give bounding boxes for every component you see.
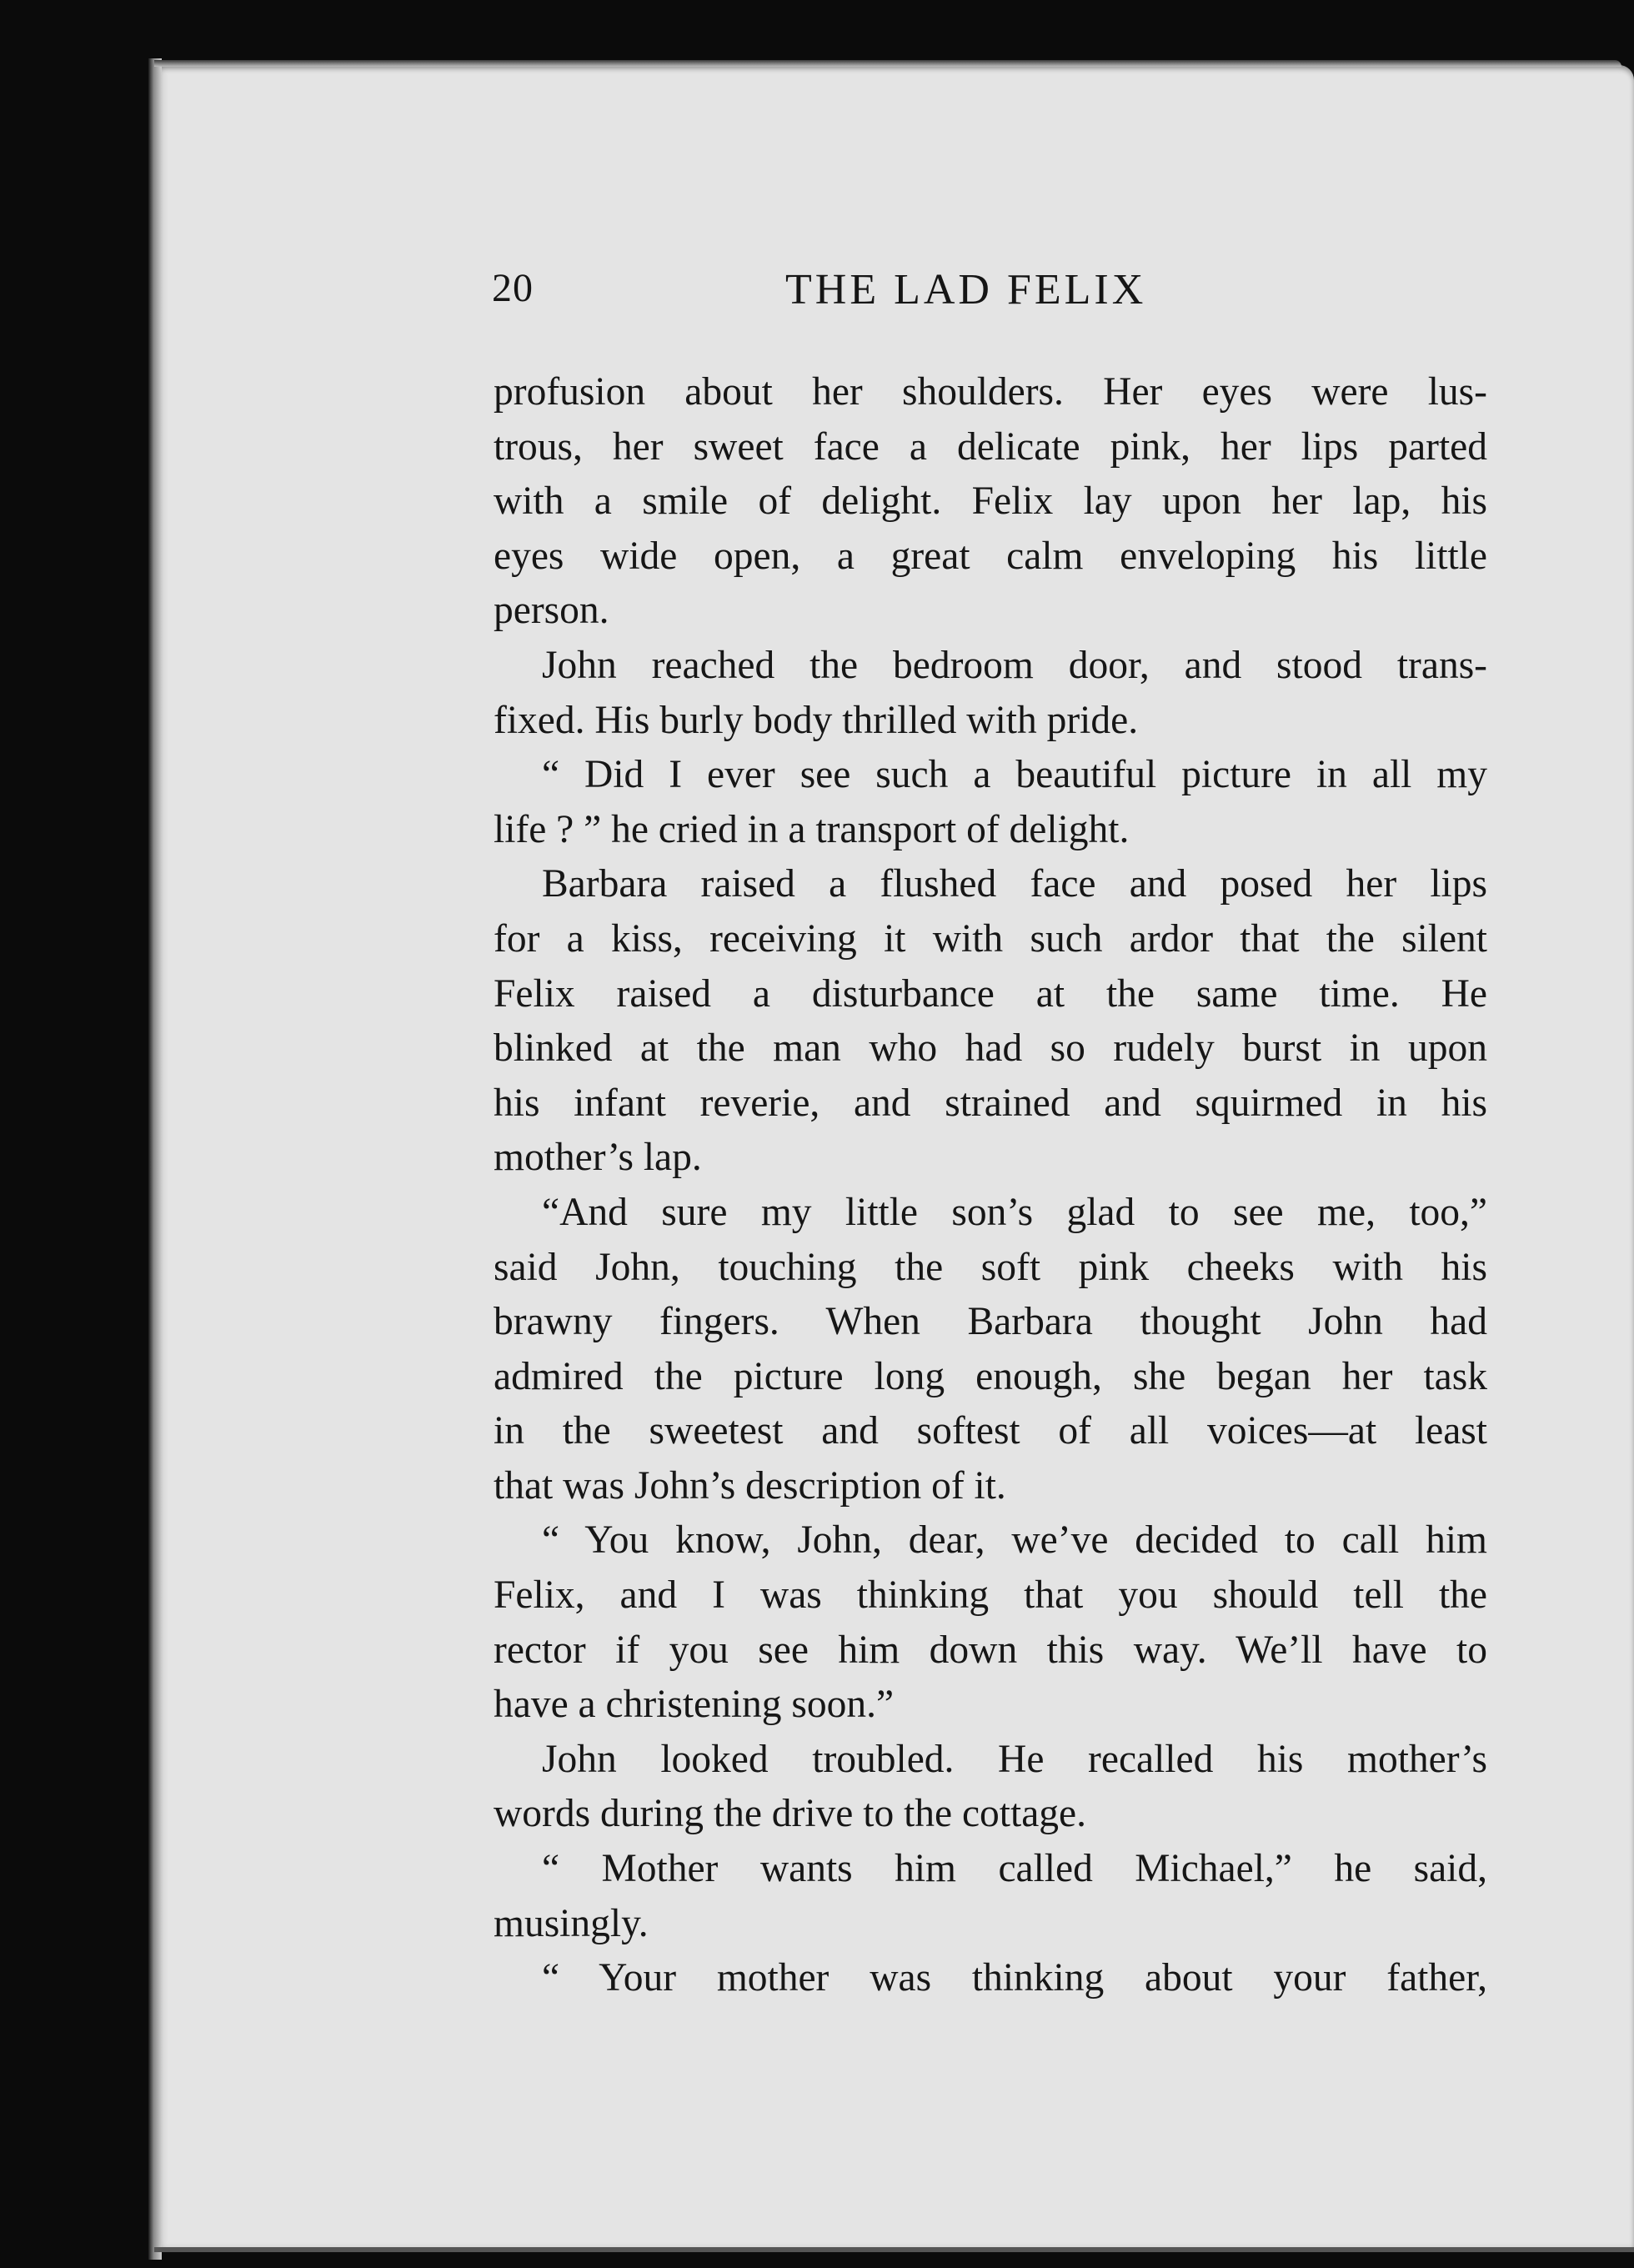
text-line: Felix, and I was thinking that you should tell the — [494, 1573, 1487, 1618]
page-top-edge — [154, 60, 1621, 67]
text-line: person. — [494, 589, 609, 633]
text-line: life ? ” he cried in a transport of delight. — [494, 807, 1130, 851]
text-line: his infant reverie, and strained and squirmed in his — [494, 1081, 1487, 1125]
text-line: rector if you see him down this way. We’ll have to — [494, 1628, 1487, 1672]
text-line: “ Mother wants him called Michael,” he said, — [542, 1847, 1487, 1891]
page-spine-edge — [148, 58, 162, 2260]
text-line: musingly. — [494, 1901, 649, 1945]
text-line: brawny fingers. When Barbara thought John had — [494, 1300, 1487, 1344]
text-line: said John, touching the soft pink cheeks with his — [494, 1245, 1487, 1289]
text-line: profusion about her shoulders. Her eyes were lus- — [494, 370, 1487, 414]
body-text — [494, 365, 1487, 2006]
text-line: that was John’s description of it. — [494, 1463, 1006, 1508]
text-line: with a smile of delight. Felix lay upon her lap, his — [494, 479, 1487, 524]
text-line: “ Did I ever see such a beautiful picture in all my — [542, 753, 1487, 797]
text-line: Barbara raised a flushed face and posed her li⁠ps — [542, 862, 1487, 906]
text-line: trous, her sweet face a delicate pink, her lips parted — [494, 424, 1487, 469]
text-line: fixed. His burly body thrilled with pride. — [494, 698, 1139, 742]
text-line: John reached the bedroom door, and stood trans- — [542, 643, 1487, 687]
text-line: for a kiss, receiving it with such ardor that the silent — [494, 916, 1487, 961]
page-bottom-edge — [154, 2247, 1634, 2252]
text-line: eyes wide open, a great calm enveloping his little — [494, 534, 1487, 578]
book-title: THE LAD FELIX — [785, 266, 1147, 314]
text-line: admired the picture long enough, she began her task — [494, 1354, 1487, 1398]
text-line: “ Your mother was thinking about your father, — [542, 1956, 1487, 2000]
text-line: John looked troubled. He recalled his mother’s — [542, 1737, 1487, 1781]
text-line: blinked at the man who had so rudely burst in upon — [494, 1026, 1487, 1071]
text-line: in the sweetest and softest of all voices—at least — [494, 1409, 1487, 1453]
text-line: “And sure my little son’s glad to see me, too,” — [542, 1190, 1487, 1234]
text-line: “ You know, John, dear, we’ve decided to call him — [542, 1518, 1487, 1563]
text-line: words during the drive to the cottage. — [494, 1792, 1086, 1836]
text-line: Felix raised a disturbance at the same time. He — [494, 971, 1487, 1016]
text-line: mother’s lap. — [494, 1136, 702, 1180]
text-line: have a christening soon.” — [494, 1683, 895, 1727]
running-head — [492, 265, 1492, 324]
page-number: 20 — [492, 266, 534, 310]
